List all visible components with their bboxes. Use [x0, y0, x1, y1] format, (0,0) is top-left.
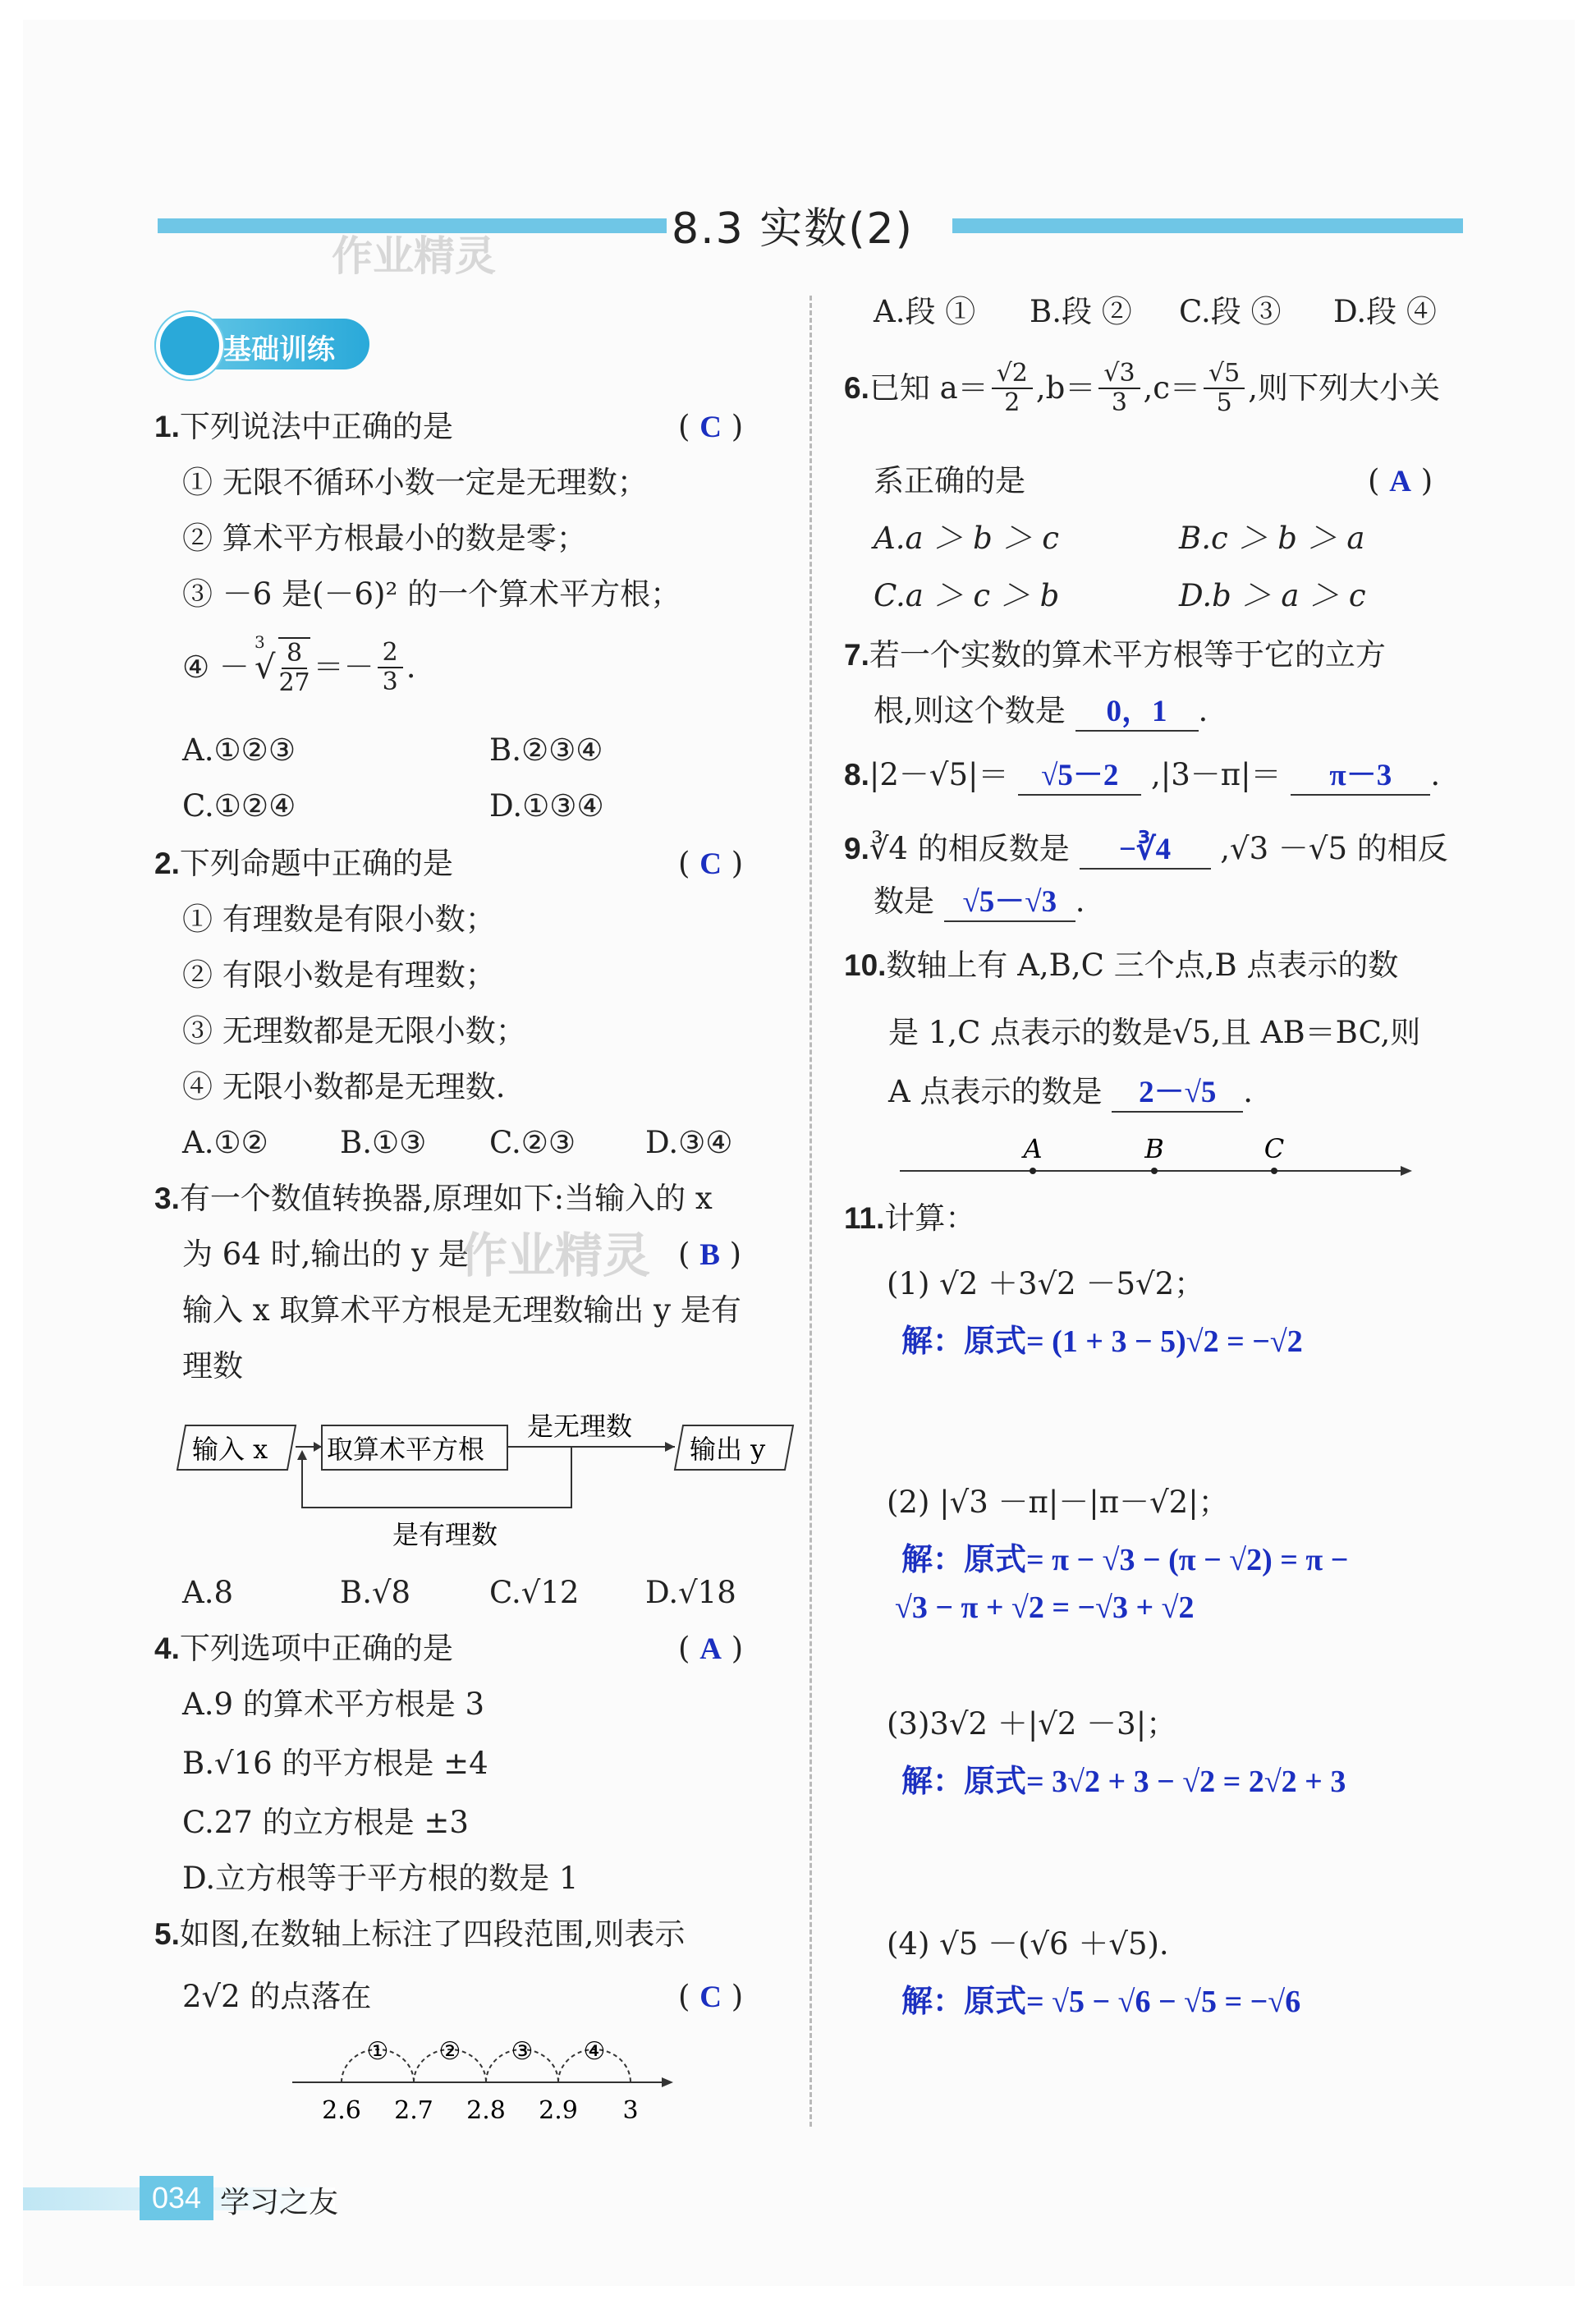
q2-statement-4: ④ 无限小数都是无理数. [182, 1069, 506, 1104]
q10-point-dot [1271, 1168, 1277, 1174]
q4-option-c: C.27 的立方根是 ±3 [182, 1805, 469, 1840]
q7-line-1: 7.若一个实数的算术平方根等于它的立方 [844, 637, 1386, 672]
q2-option-c: C.②③ [489, 1125, 576, 1160]
q10-point-dot [1030, 1168, 1036, 1174]
q5-segment-label: ④ [583, 2037, 606, 2066]
q11-part-3: (3)3√2 ＋|√2 －3|； [887, 1706, 1177, 1742]
q3-line-1: 3.有一个数值转换器,原理如下:当输入的 x [154, 1181, 713, 1216]
flow-input: 输入 x [192, 1434, 268, 1465]
section-title: 基础训练 [223, 333, 335, 366]
q3-line-3: 输入 x 取算术平方根是无理数输出 y 是有 [182, 1292, 741, 1328]
flow-output: 输出 y [690, 1434, 766, 1465]
q4-option-b: B.√16 的平方根是 ±4 [182, 1746, 488, 1781]
q8-line: 8.|2－√5|＝ √5－2 ,|3－π|＝ π－3 . [844, 755, 1440, 796]
watermark-2: 作业精灵 [460, 1228, 651, 1283]
q6-stem: 6. 已知 a＝ $\frac{√2}{2}$ ,b＝ $\frac{√3}{3}$ ,c＝ $\frac{√5}{5}$ ,则下列大小关 [844, 359, 1440, 417]
q5-number-line [287, 2028, 681, 2127]
q2-option-d: D.③④ [645, 1125, 733, 1160]
q2-option-b: B.①③ [340, 1125, 427, 1160]
flow-rational: 是有理数 [392, 1519, 498, 1550]
q5-tick-label: 2.7 [394, 2096, 433, 2125]
q5-answer: ( C ) [678, 1979, 744, 2014]
q1-option-b: B.②③④ [489, 732, 603, 768]
q1-statement-2: ② 算术平方根最小的数是零； [182, 521, 587, 556]
q1-option-a: A.①②③ [182, 732, 296, 768]
q5-segment-label: ③ [511, 2037, 534, 2066]
q7-answer-blank: 0，1 [1075, 694, 1199, 732]
q2-statement-1: ① 有理数是有限小数； [182, 902, 496, 937]
title-band-right [952, 218, 1463, 233]
q1-answer: ( C ) [678, 409, 744, 444]
q8-answer-1: √5－2 [1018, 758, 1141, 796]
q6-option-d: D.b ＞ a ＞ c [1179, 578, 1366, 613]
q9-line-2: 数是 √5－√3 . [874, 882, 1085, 922]
q5-line-2: 2√2 的点落在 [182, 1979, 372, 2014]
q10-point-label: C [1264, 1133, 1285, 1164]
q4-stem: 4.下列选项中正确的是 [154, 1631, 453, 1666]
q2-statement-2: ② 有限小数是有理数； [182, 957, 496, 993]
q5-line-1: 5.如图,在数轴上标注了四段范围,则表示 [154, 1916, 686, 1952]
q5-option-b: B.段 ② [1030, 294, 1132, 329]
q5-tick-label: 3 [622, 2096, 639, 2125]
q6-option-a: A.a ＞ b ＞ c [874, 521, 1059, 556]
q3-line-2: 为 64 时,输出的 y 是 [182, 1237, 469, 1272]
q6-answer: ( A ) [1368, 463, 1433, 498]
q3-option-b: B.√8 [340, 1575, 411, 1610]
q3-option-d: D.√18 [645, 1575, 736, 1610]
q1-option-d: D.①③④ [489, 788, 604, 824]
q10-number-line [895, 1128, 1420, 1186]
q4-answer: ( A ) [678, 1631, 744, 1666]
q6-option-b: B.c ＞ b ＞ a [1179, 521, 1365, 556]
q1-statement-3: ③ －6 是(－6)² 的一个算术平方根； [182, 576, 681, 612]
q2-stem: 2.下列命题中正确的是 [154, 846, 453, 881]
q11-part-2: (2) |√3 －π|－|π－√2|； [887, 1485, 1229, 1520]
q3-flowchart [172, 1396, 805, 1560]
q2-answer: ( C ) [678, 846, 744, 881]
q5-segment-label: ① [366, 2037, 389, 2066]
q5-option-a: A.段 ① [874, 294, 976, 329]
q5-segment-label: ② [438, 2037, 461, 2066]
q5-tick-label: 2.9 [539, 2096, 578, 2125]
q10-point-label: B [1144, 1133, 1164, 1164]
q11-stem: 11.计算： [844, 1200, 976, 1236]
q3-option-c: C.√12 [489, 1575, 580, 1610]
q11-solution-2b: √3 − π + √2 = −√3 + √2 [895, 1590, 1195, 1625]
q9-line-1: 9.∛4 的相反数是 −∛4 ,√3 －√5 的相反 [844, 829, 1448, 870]
q10-line-2: 是 1,C 点表示的数是√5,且 AB＝BC,则 [888, 1015, 1421, 1050]
q4-option-a: A.9 的算术平方根是 3 [182, 1687, 485, 1722]
q1-statement-1: ① 无限不循环小数一定是无理数； [182, 465, 648, 500]
watermark: 作业精灵 [332, 232, 496, 280]
q11-part-1: (1) √2 ＋3√2 －5√2； [887, 1266, 1205, 1301]
q10-line-3: A 点表示的数是 2－√5 . [888, 1072, 1253, 1113]
q3-option-a: A.8 [182, 1575, 234, 1610]
q9-answer-1: −∛4 [1080, 832, 1211, 870]
q5-tick-label: 2.6 [322, 2096, 361, 2125]
q6-option-c: C.a ＞ c ＞ b [874, 578, 1060, 613]
q6-line-2: 系正确的是 [874, 463, 1025, 498]
flow-irrational: 是无理数 [527, 1411, 633, 1442]
q1-statement-4: ④ － 3 √ $\frac{8}{27}$ ＝－ $\frac{2}{3}$ . [182, 632, 416, 697]
q5-tick-label: 2.8 [466, 2096, 506, 2125]
q1-option-c: C.①②④ [182, 788, 296, 824]
q11-solution-2a: 解：原式= π − √3 − (π − √2) = π − [901, 1543, 1349, 1577]
q2-statement-3: ③ 无理数都是无限小数； [182, 1013, 526, 1049]
q11-solution-4: 解：原式= √5 − √6 − √5 = −√6 [901, 1985, 1301, 2019]
q2-option-a: A.①② [182, 1125, 268, 1160]
footer-brand: 学习之友 [220, 2186, 339, 2219]
q4-option-d: D.立方根等于平方根的数是 1 [182, 1861, 579, 1896]
q10-line-1: 10.数轴上有 A,B,C 三个点,B 点表示的数 [844, 948, 1399, 983]
q3-answer: ( B ) [678, 1237, 742, 1272]
q10-point-label: A [1023, 1133, 1043, 1164]
q10-point-dot [1151, 1168, 1158, 1174]
flow-sqrt-op: 取算术平方根 [327, 1434, 485, 1465]
q8-answer-2: π－3 [1291, 758, 1430, 796]
q11-solution-1: 解：原式= (1 + 3 − 5)√2 = −√2 [901, 1324, 1303, 1359]
q11-solution-3: 解：原式= 3√2 + 3 − √2 = 2√2 + 3 [901, 1765, 1346, 1799]
training-icon [156, 312, 223, 379]
page-title: 8.3 实数(2) [672, 204, 914, 254]
q10-answer: 2－√5 [1112, 1075, 1243, 1113]
page-number: 034 [140, 2176, 213, 2220]
q11-part-4: (4) √5 －(√6 ＋√5). [887, 1926, 1169, 1962]
q7-line-2: 根,则这个数是 0，1 . [874, 691, 1208, 732]
q1-stem: 1.下列说法中正确的是 [154, 409, 453, 444]
q5-option-d: D.段 ④ [1333, 294, 1437, 329]
q5-option-c: C.段 ③ [1179, 294, 1282, 329]
q9-answer-2: √5－√3 [944, 884, 1075, 922]
q3-line-4: 理数 [182, 1348, 243, 1384]
column-divider [809, 296, 812, 2127]
